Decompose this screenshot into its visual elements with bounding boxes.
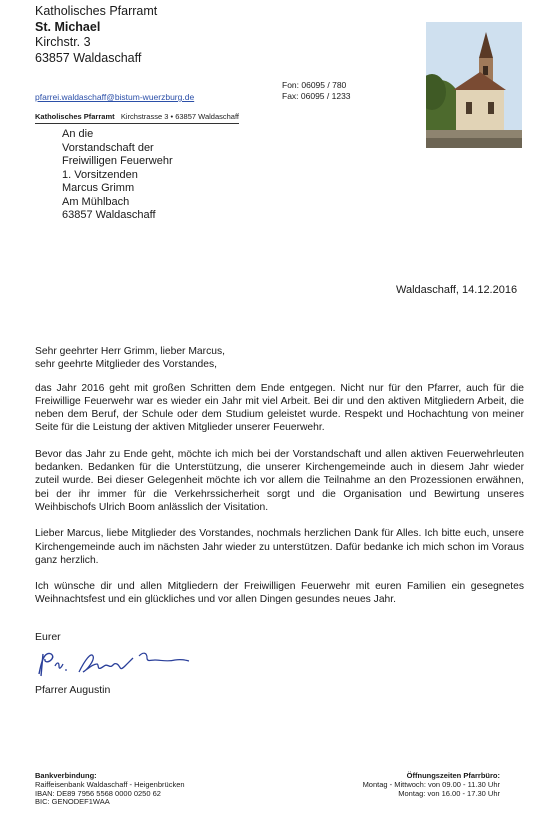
contact-numbers: [282, 80, 351, 102]
recipient-line: An die: [62, 128, 94, 140]
letterhead-city: 63857 Waldaschaff: [35, 50, 142, 65]
footer-bank-info: [35, 772, 185, 807]
body-paragraph: das Jahr 2016 geht mit großen Schritten dem Ende entgegen. Nicht nur für den Pfarrer, auch für die Freiwillige Feuerwehr war es wieder ein Jahr mit viel Arbeit. Bei dir und den aktiven Mitgliedern Arbeit, die neben dem Beruf, der Schule oder dem Studium geleistet wurde. Respekt und Hochachtung von meiner Seite für die Leistung der aktiven Mitglieder unserer Feuerwehr.: [35, 382, 524, 434]
hours-line: Montag - Mittwoch: von 09.00 - 11.30 Uhr: [362, 779, 500, 789]
recipient-line: 1. Vorsitzenden: [62, 168, 138, 181]
phone-number: Fon: 06095 / 780: [282, 80, 347, 90]
sender-line: [35, 112, 239, 124]
salutation-line-1: Sehr geehrter Herr Grimm, lieber Marcus,: [35, 346, 225, 357]
letterhead-parish: St. Michael: [35, 19, 101, 34]
bank-line: BIC: GENODEF1WAA: [35, 797, 110, 807]
letter-body: [35, 345, 524, 620]
recipient-line: Am Mühlbach: [62, 195, 130, 208]
sender-address: Kirchstrasse 3 • 63857 Waldaschaff: [120, 112, 239, 121]
closing: Eurer: [35, 631, 61, 643]
bank-line: IBAN: DE89 7956 5568 0000 0250 62: [35, 788, 161, 798]
sender-org: Katholisches Pfarramt: [35, 112, 115, 121]
letterhead-street: Kirchstr. 3: [35, 35, 91, 49]
church-photo: [426, 22, 522, 148]
recipient-address: [62, 128, 173, 223]
body-paragraph: Lieber Marcus, liebe Mitglieder des Vorstandes, nochmals herzlichen Dank für Alles. Ich bitte euch, unsere Kirchengemeinde auch im nächsten Jahr wieder zu unterstützen. Dafür bedanke ich mich schon im Voraus ganz herzlich.: [35, 528, 524, 566]
salutation-line-2: sehr geehrte Mitglieder des Vorstandes,: [35, 359, 218, 371]
bank-line: Raiffeisenbank Waldaschaff - Heigenbrücken: [35, 779, 185, 789]
bank-title: Bankverbindung:: [35, 771, 97, 780]
signer-name: Pfarrer Augustin: [35, 684, 111, 696]
email-link[interactable]: pfarrei.waldaschaff@bistum-wuerzburg.de: [35, 92, 195, 102]
letterhead-org: Katholisches Pfarramt: [35, 4, 158, 18]
fax-number: Fax: 06095 / 1233: [282, 91, 351, 101]
hours-line: Montag: von 16.00 - 17.30 Uhr: [398, 788, 500, 798]
body-paragraph: Ich wünsche dir und allen Mitgliedern der Freiwilligen Feuerwehr mit euren Familien ein gesegnetes Weihnachtsfest und ein glückliches und vor allen Dingen gesundes neues Jahr.: [35, 581, 524, 606]
recipient-line: Vorstandschaft der: [62, 141, 154, 154]
letter-date: Waldaschaff, 14.12.2016: [396, 284, 518, 296]
recipient-line: Marcus Grimm: [62, 182, 135, 194]
letterhead: [35, 4, 157, 66]
footer-office-hours: [320, 772, 500, 798]
recipient-line: 63857 Waldaschaff: [62, 209, 156, 221]
handwritten-signature: [35, 646, 205, 687]
recipient-line: Freiwilligen Feuerwehr: [62, 155, 173, 167]
hours-title: Öffnungszeiten Pfarrbüro:: [406, 771, 500, 780]
body-paragraph: Bevor das Jahr zu Ende geht, möchte ich mich bei der Vorstandschaft und allen aktiven Feuerwehrleuten bedanken. Bedanken für die Unterstützung, die unserer Kirchengemeinde auch in diesem Jahr wieder zuteil wurde. Bei dieser Gelegenheit möchte ich vor allem die Teilnahme an den Prozessionen erwähnen, bei der ihr immer für die Verkehrssicherheit sorgt und die Organisation und Bewirtung unseres Weihbischofs Ulrich Boom anlässlich der Visitation.: [35, 448, 524, 513]
salutation: [35, 345, 524, 372]
